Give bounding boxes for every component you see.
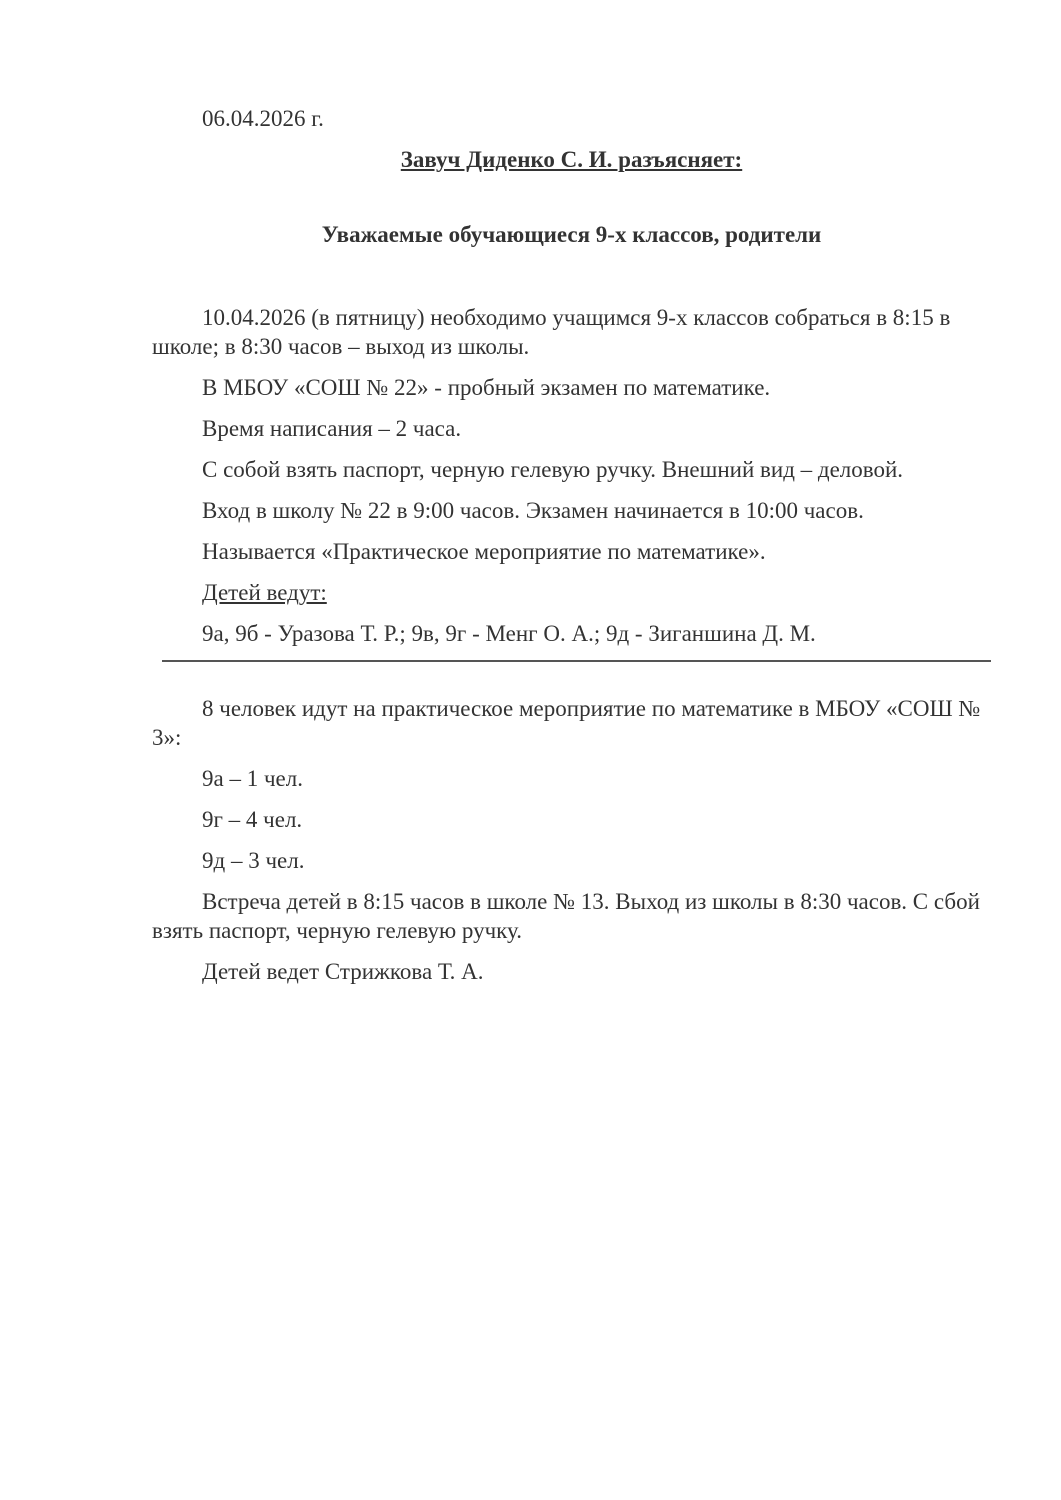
paragraph-event-name: Называется «Практическое мероприятие по математике». bbox=[202, 539, 766, 564]
paragraph-entry-time: Вход в школу № 22 в 9:00 часов. Экзамен начинается в 10:00 часов. bbox=[202, 498, 864, 523]
count-line-9d: 9д – 3 чел. bbox=[202, 848, 305, 873]
count-line-9g: 9г – 4 чел. bbox=[202, 807, 303, 832]
document-title: Завуч Диденко С. И. разъясняет: bbox=[400, 147, 743, 172]
paragraph-exam-duration: Время написания – 2 часа. bbox=[202, 416, 462, 441]
section-divider bbox=[162, 660, 991, 662]
paragraph-leader-line: Детей ведет Стрижкова Т. А. bbox=[202, 959, 484, 984]
paragraph-items-to-bring: С собой взять паспорт, черную гелевую ручку. Внешний вид – деловой. bbox=[202, 457, 904, 482]
document-date: 06.04.2026 г. bbox=[202, 106, 324, 131]
children-led-label-text: Детей ведут: bbox=[202, 580, 327, 605]
children-led-label bbox=[152, 578, 991, 607]
count-line-9a: 9а – 1 чел. bbox=[202, 766, 303, 791]
paragraph-section2-intro: 8 человек идут на практическое мероприятие по математике в МБОУ «СОШ № 3»: bbox=[152, 696, 981, 750]
document-subtitle: Уважаемые обучающиеся 9-х классов, родители bbox=[321, 222, 822, 247]
paragraph-exam-location: В МБОУ «СОШ № 22» - пробный экзамен по математике. bbox=[202, 375, 771, 400]
paragraph-meeting-info: Встреча детей в 8:15 часов в школе № 13. Выход из школы в 8:30 часов. С сбой взять паспорт, черную гелевую ручку. bbox=[152, 889, 980, 943]
paragraph-gathering-info: 10.04.2026 (в пятницу) необходимо учащимся 9-х классов собраться в 8:15 в школе; в 8:30 часов – выход из школы. bbox=[152, 305, 951, 359]
teachers-assignment-line: 9а, 9б - Уразова Т. Р.; 9в, 9г - Менг О. А.; 9д - Зиганшина Д. М. bbox=[202, 621, 816, 646]
